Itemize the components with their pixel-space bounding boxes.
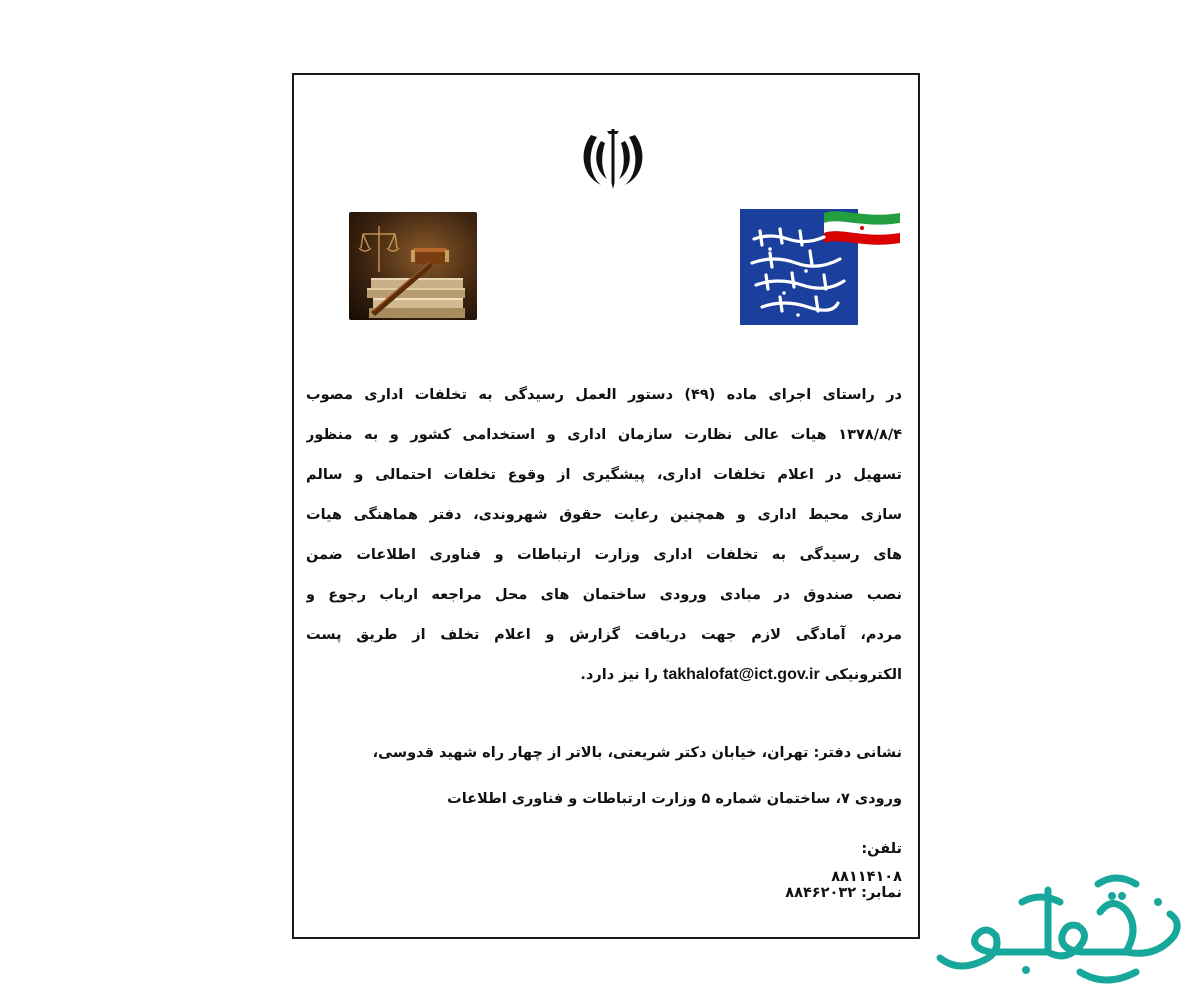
gavel-illustration bbox=[349, 212, 477, 320]
email-line-suffix: را نیز دارد. bbox=[580, 667, 658, 683]
ministry-ict-logo bbox=[740, 209, 904, 325]
paragraph-line: سازی محیط اداری و همچنین رعایت حقوق شهروندی، دفتر هماهنگی هیات bbox=[306, 507, 902, 523]
paragraph-line: نصب صندوق در مبادی ورودی ساختمان های محل مراجعه ارباب رجوع و bbox=[306, 587, 902, 603]
fax-number: ۸۸۴۶۲۰۳۲ bbox=[785, 885, 857, 901]
email-line bbox=[306, 655, 902, 695]
paragraph-line: مردم، آمادگی لازم جهت دریافت گزارش و اعلام تخلف از طریق پست bbox=[306, 627, 902, 643]
email-address[interactable]: takhalofat@ict.gov.ir bbox=[663, 666, 820, 683]
notice-frame bbox=[292, 73, 920, 939]
address-line-2: ورودی ۷، ساختمان شماره ۵ وزارت ارتباطات و فناوری اطلاعات bbox=[447, 791, 902, 807]
email-line-prefix: الکترونیکی bbox=[824, 667, 902, 683]
iran-emblem-icon bbox=[577, 121, 649, 193]
watermark-logo bbox=[930, 862, 1186, 994]
fax-label: نمابر: bbox=[861, 885, 902, 901]
gavel-photo bbox=[349, 212, 477, 320]
paragraph-line: ۱۳۷۸/۸/۴ هیات عالی نظارت سازمان اداری و استخدامی کشور و به منظور bbox=[306, 427, 902, 443]
paragraph-line: های رسیدگی به تخلفات اداری وزارت ارتباطات و فناوری اطلاعات ضمن bbox=[306, 547, 902, 563]
address-line-1: نشانی دفتر: تهران، خیابان دکتر شریعتی، بالاتر از چهار راه شهید قدوسی، bbox=[372, 745, 902, 761]
paragraph-line: در راستای اجرای ماده (۴۹) دستور العمل رسیدگی به تخلفات اداری مصوب bbox=[306, 387, 902, 403]
paragraph-line: تسهیل در اعلام تخلفات اداری، پیشگیری از وقوع تخلفات احتمالی و سالم bbox=[306, 467, 902, 483]
phone-label: تلفن: bbox=[861, 841, 902, 857]
fax-row bbox=[785, 885, 902, 901]
iran-flag-icon bbox=[824, 211, 900, 244]
phone-number: ۸۸۱۱۴۱۰۸ bbox=[831, 869, 902, 885]
notice-paragraph bbox=[306, 375, 902, 695]
